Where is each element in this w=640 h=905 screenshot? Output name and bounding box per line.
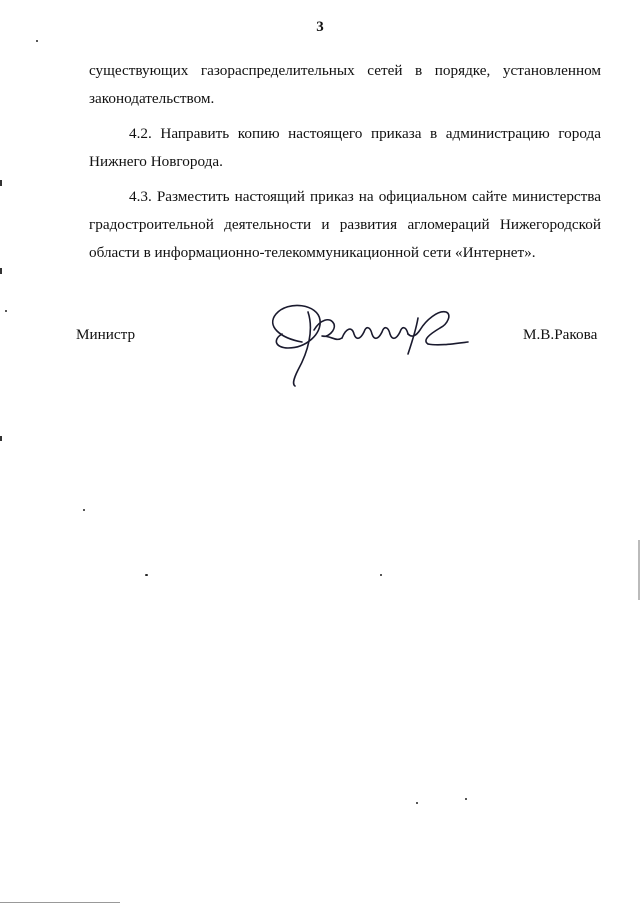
page-number: 3	[316, 19, 324, 35]
signatory-name: М.В.Ракова	[523, 326, 598, 343]
scan-speck	[380, 574, 382, 576]
paragraph-continuation: существующих газораспределительных сетей в порядке, установленном законодательством.	[89, 62, 601, 107]
scan-speck	[5, 310, 7, 312]
scan-edge-mark	[0, 180, 2, 186]
signatory-title: Министр	[76, 326, 136, 343]
scan-speck	[145, 574, 148, 576]
paragraph-4-3: 4.3. Разместить настоящий приказ на официальном сайте министерства градостроительной деятельности и развития агломераций Нижегородской области в информационно-телекоммуникационной сети «Интернет».	[89, 188, 601, 261]
handwritten-signature	[262, 290, 472, 390]
scan-speck	[465, 798, 467, 800]
scan-speck	[83, 509, 85, 511]
scan-edge-mark	[0, 902, 120, 903]
scan-speck	[36, 40, 38, 42]
scan-edge-mark	[0, 268, 2, 274]
scan-edge-mark	[0, 436, 2, 441]
scan-speck	[416, 802, 418, 804]
document-body	[89, 57, 601, 267]
paragraph-4-2: 4.2. Направить копию настоящего приказа в администрацию города Нижнего Новгорода.	[89, 125, 601, 170]
